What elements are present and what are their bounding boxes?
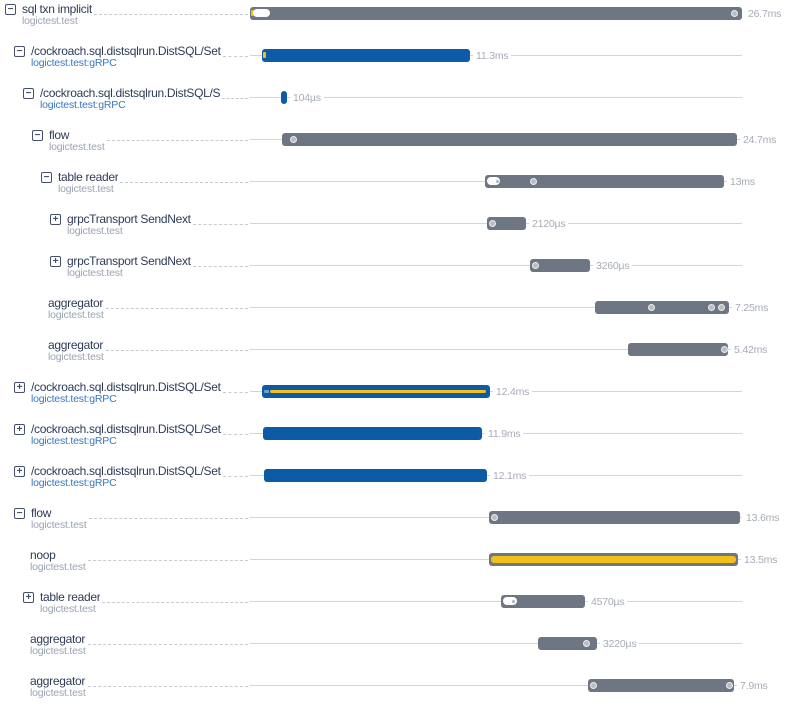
leader-dashes (88, 675, 248, 687)
span-texts (31, 381, 221, 405)
duration-label: 3260µs (593, 260, 632, 272)
span-bar[interactable] (489, 553, 738, 566)
span-texts (40, 87, 220, 111)
span-name[interactable]: /cockroach.sql.distsqlrun.DistSQL/Set (31, 423, 221, 436)
span-label (0, 504, 250, 531)
span-bar[interactable] (264, 469, 487, 482)
span-row[interactable] (0, 546, 786, 588)
span-marker-dot (721, 346, 728, 353)
span-bar[interactable] (262, 49, 470, 62)
timeline-line (250, 265, 742, 266)
span-service: logictest.test:gRPC (31, 435, 117, 447)
span-row[interactable] (0, 0, 786, 42)
span-name[interactable]: flow (31, 507, 52, 520)
span-timeline (250, 126, 777, 168)
span-row[interactable] (0, 588, 786, 630)
span-service: logictest.test:gRPC (31, 57, 117, 69)
duration-label: 5.42ms (731, 344, 770, 356)
span-texts (67, 255, 191, 279)
span-timeline (250, 630, 742, 672)
span-row[interactable] (0, 126, 786, 168)
span-bar[interactable] (281, 91, 287, 104)
span-label (0, 84, 250, 111)
span-service: logictest.test (48, 351, 104, 363)
span-bar[interactable] (485, 175, 724, 188)
span-bar[interactable] (250, 7, 742, 20)
span-timeline (250, 252, 742, 294)
span-texts (58, 171, 118, 195)
span-texts (31, 507, 87, 531)
span-name[interactable]: grpcTransport SendNext (67, 255, 191, 268)
span-marker-dash (264, 390, 269, 393)
span-texts (48, 339, 104, 363)
leader-dashes (107, 129, 248, 141)
span-service: logictest.test (22, 15, 78, 27)
span-row[interactable] (0, 462, 786, 504)
span-row[interactable] (0, 252, 786, 294)
span-marker-dot (530, 178, 537, 185)
span-timeline (250, 168, 755, 210)
duration-label: 12.1ms (490, 470, 529, 482)
span-bar[interactable] (282, 133, 737, 146)
span-row[interactable] (0, 378, 786, 420)
expand-icon[interactable]: + (50, 214, 61, 225)
span-texts (40, 591, 100, 615)
span-label (0, 210, 250, 237)
highlight-stripe (491, 556, 736, 563)
highlight-stripe (270, 390, 486, 393)
span-bar[interactable] (501, 595, 585, 608)
collapse-icon[interactable]: − (32, 130, 43, 141)
span-label (0, 420, 250, 447)
span-service: logictest.test (30, 645, 86, 657)
span-texts (30, 675, 86, 699)
span-row[interactable] (0, 84, 786, 126)
timeline-line (250, 643, 742, 644)
span-label (0, 462, 250, 489)
span-name[interactable]: aggregator (30, 633, 86, 646)
leader-dashes (89, 507, 248, 519)
span-name[interactable]: flow (49, 129, 70, 142)
span-marker-dot (491, 514, 498, 521)
duration-label: 11.9ms (485, 428, 523, 440)
span-label (0, 378, 250, 405)
span-bar[interactable] (262, 385, 490, 398)
span-row[interactable] (0, 336, 786, 378)
span-service: logictest.test:gRPC (40, 99, 126, 111)
duration-label: 104µs (290, 92, 324, 104)
span-bar[interactable] (530, 259, 590, 272)
span-timeline (250, 336, 768, 378)
span-marker-pill (253, 9, 270, 17)
duration-label: 13.6ms (743, 512, 782, 524)
span-row[interactable] (0, 294, 786, 336)
span-marker-dot (718, 304, 725, 311)
span-row[interactable] (0, 672, 786, 714)
duration-label: 24.7ms (740, 134, 779, 146)
leader-dashes (193, 213, 248, 225)
span-name[interactable]: /cockroach.sql.distsqlrun.DistSQL/Set (31, 45, 221, 58)
span-name[interactable]: noop (30, 549, 56, 562)
duration-label: 26.7ms (745, 8, 784, 20)
span-service: logictest.test (67, 225, 123, 237)
span-marker-minidot (496, 180, 499, 183)
duration-label: 11.3ms (473, 50, 511, 62)
span-row[interactable] (0, 168, 786, 210)
span-texts (31, 45, 221, 69)
span-marker-minidot (512, 600, 515, 603)
leader-dashes (223, 381, 248, 393)
span-bar[interactable] (595, 301, 729, 314)
span-marker-dot (532, 262, 539, 269)
span-label (0, 294, 250, 321)
duration-label: 4570µs (588, 596, 627, 608)
span-name[interactable]: table reader (40, 591, 101, 604)
span-texts (31, 423, 221, 447)
span-label (0, 0, 250, 27)
span-bar[interactable] (628, 343, 728, 356)
span-timeline (250, 672, 768, 714)
leader-dashes (106, 297, 248, 309)
expand-icon[interactable]: + (14, 382, 25, 393)
span-name[interactable]: grpcTransport SendNext (67, 213, 191, 226)
span-service: logictest.test (40, 603, 96, 615)
leader-dashes (106, 339, 248, 351)
span-service: logictest.test (58, 183, 114, 195)
duration-label: 7.9ms (737, 680, 771, 692)
span-name[interactable]: table reader (58, 171, 119, 184)
span-texts (31, 465, 221, 489)
span-service: logictest.test (49, 141, 105, 153)
expand-icon[interactable]: + (23, 592, 34, 603)
span-texts (22, 3, 92, 27)
span-texts (30, 633, 86, 657)
span-label (0, 42, 250, 69)
collapse-icon[interactable]: − (41, 172, 52, 183)
span-name[interactable]: /cockroach.sql.distsqlrun.DistSQL/S (40, 87, 221, 100)
span-timeline (250, 294, 769, 336)
leader-dashes (223, 465, 248, 477)
span-label (0, 630, 250, 657)
duration-label: 13.5ms (741, 554, 780, 566)
expand-icon[interactable]: + (50, 256, 61, 267)
leader-dashes (94, 3, 248, 15)
leader-dashes (222, 87, 248, 99)
expand-icon[interactable]: + (14, 466, 25, 477)
span-service: logictest.test (30, 687, 86, 699)
span-service: logictest.test (31, 519, 87, 531)
span-marker-dot (583, 640, 590, 647)
duration-label: 13ms (727, 176, 758, 188)
span-marker-dot (648, 304, 655, 311)
span-bar[interactable] (263, 427, 482, 440)
leader-dashes (102, 591, 248, 603)
span-bar[interactable] (487, 217, 526, 230)
span-timeline (250, 546, 778, 588)
span-timeline (250, 378, 742, 420)
span-label (0, 672, 250, 699)
span-service: logictest.test:gRPC (31, 393, 117, 405)
duration-label: 7.25ms (732, 302, 771, 314)
span-label (0, 546, 250, 573)
span-marker-dot (726, 682, 733, 689)
span-texts (30, 549, 86, 573)
span-timeline (250, 42, 742, 84)
span-marker-dot (590, 682, 597, 689)
span-marker-dot (290, 136, 297, 143)
span-row[interactable] (0, 630, 786, 672)
span-service: logictest.test (30, 561, 86, 573)
span-label (0, 336, 250, 363)
span-timeline (250, 210, 742, 252)
span-name[interactable]: sql txn implicit (22, 3, 92, 16)
timeline-line (250, 601, 742, 602)
span-timeline (250, 420, 742, 462)
span-marker-dot (731, 10, 738, 17)
span-name[interactable]: /cockroach.sql.distsqlrun.DistSQL/Set (31, 381, 221, 394)
span-timeline (250, 504, 780, 546)
leader-dashes (120, 171, 248, 183)
leader-dashes (193, 255, 248, 267)
leader-dashes (88, 549, 248, 561)
span-row[interactable] (0, 210, 786, 252)
expand-icon[interactable]: + (14, 424, 25, 435)
duration-label: 2120µs (529, 218, 568, 230)
span-bar[interactable] (538, 637, 597, 650)
span-name[interactable]: aggregator (48, 297, 104, 310)
collapse-icon[interactable]: − (14, 508, 25, 519)
span-row[interactable] (0, 42, 786, 84)
span-name[interactable]: aggregator (48, 339, 104, 352)
span-service: logictest.test:gRPC (31, 477, 117, 489)
span-row[interactable] (0, 504, 786, 546)
span-texts (48, 297, 104, 321)
span-row[interactable] (0, 420, 786, 462)
span-marker-tick (263, 52, 266, 58)
span-service: logictest.test (48, 309, 104, 321)
span-texts (67, 213, 191, 237)
span-timeline (250, 588, 742, 630)
span-timeline (250, 0, 782, 42)
span-name[interactable]: /cockroach.sql.distsqlrun.DistSQL/Set (31, 465, 221, 478)
leader-dashes (88, 633, 248, 645)
span-label (0, 168, 250, 195)
leader-dashes (223, 423, 248, 435)
span-label (0, 126, 250, 153)
span-marker-dot (489, 220, 496, 227)
leader-dashes (223, 45, 248, 57)
collapse-icon[interactable]: − (14, 46, 25, 57)
span-label (0, 588, 250, 615)
span-label (0, 252, 250, 279)
span-marker-dot (708, 304, 715, 311)
span-texts (49, 129, 105, 153)
collapse-icon[interactable]: − (23, 88, 34, 99)
span-timeline (250, 84, 742, 126)
collapse-icon[interactable]: − (5, 4, 16, 15)
duration-label: 3220µs (600, 638, 639, 650)
duration-label: 12.4ms (493, 386, 532, 398)
span-service: logictest.test (67, 267, 123, 279)
span-bar[interactable] (588, 679, 734, 692)
span-bar[interactable] (489, 511, 740, 524)
span-name[interactable]: aggregator (30, 675, 86, 688)
span-timeline (250, 462, 742, 504)
